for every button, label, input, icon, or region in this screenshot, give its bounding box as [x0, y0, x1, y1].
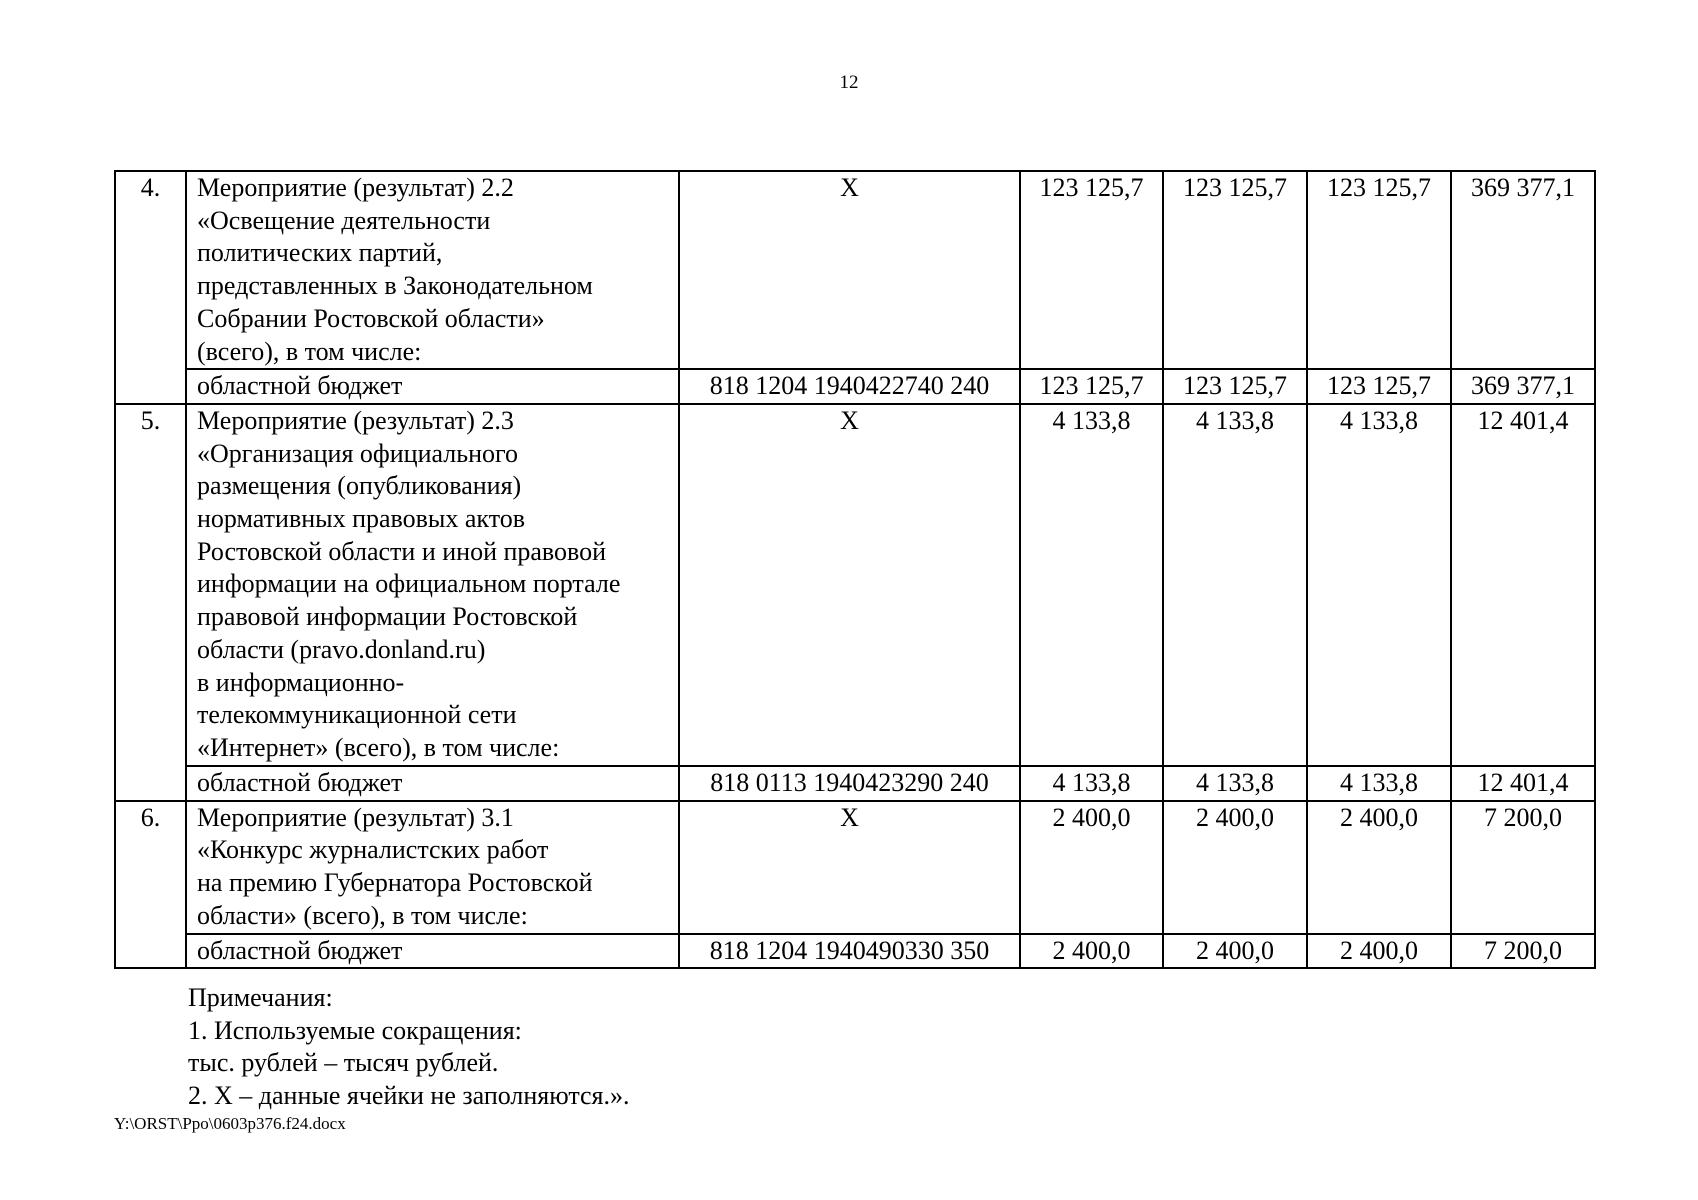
row-number: 5.	[115, 404, 186, 801]
value-cell: 123 125,7	[1307, 369, 1451, 404]
event-name: Мероприятие (результат) 2.2 «Освещение деятельности политических партий, представленных в Законодательном Собрании Ростовской области» (всего), в том числе:	[197, 173, 593, 366]
budget-code: 818 0113 1940423290 240	[679, 766, 1020, 801]
value-cell: 123 125,7	[1163, 369, 1307, 404]
total-cell: 7 200,0	[1451, 801, 1595, 934]
row-number: 6.	[115, 801, 186, 969]
value-cell: 4 133,8	[1163, 766, 1307, 801]
value-cell: 123 125,7	[1020, 369, 1163, 404]
value-cell: 2 400,0	[1020, 934, 1163, 969]
table-row	[115, 801, 1595, 934]
table-row	[115, 404, 1595, 766]
value-cell: 123 125,7	[1020, 171, 1163, 369]
budget-source: областной бюджет	[186, 766, 679, 801]
value-cell: 2 400,0	[1163, 934, 1307, 969]
notes-heading: Примечания:	[188, 983, 333, 1012]
budget-source: областной бюджет	[186, 934, 679, 969]
budget-source: областной бюджет	[186, 369, 679, 404]
value-cell: 4 133,8	[1163, 404, 1307, 766]
value-cell: 123 125,7	[1307, 171, 1451, 369]
value-cell: 4 133,8	[1020, 766, 1163, 801]
note-item-1-detail: тыс. рублей – тысяч рублей.	[188, 1048, 499, 1078]
value-cell: 2 400,0	[1163, 801, 1307, 934]
code-cell: X	[679, 171, 1020, 369]
value-cell: 2 400,0	[1307, 801, 1451, 934]
total-cell: 12 401,4	[1451, 404, 1595, 766]
event-name: Мероприятие (результат) 3.1 «Конкурс журналистских работ на премию Губернатора Ростовской области» (всего), в том числе:	[197, 802, 593, 930]
budget-code: 818 1204 1940422740 240	[679, 369, 1020, 404]
value-cell: 4 133,8	[1020, 404, 1163, 766]
note-item-1: 1. Используемые сокращения:	[188, 1015, 522, 1045]
total-cell: 7 200,0	[1451, 934, 1595, 969]
total-cell: 12 401,4	[1451, 766, 1595, 801]
notes-section	[188, 982, 630, 1113]
value-cell: 2 400,0	[1307, 934, 1451, 969]
table-row	[115, 171, 1595, 369]
budget-code: 818 1204 1940490330 350	[679, 934, 1020, 969]
budget-table	[114, 170, 1596, 969]
event-name-cell	[186, 801, 679, 934]
code-cell: X	[679, 801, 1020, 934]
total-cell: 369 377,1	[1451, 369, 1595, 404]
total-cell: 369 377,1	[1451, 171, 1595, 369]
value-cell: 123 125,7	[1163, 171, 1307, 369]
event-name-cell	[186, 404, 679, 766]
table-subrow	[115, 934, 1595, 969]
value-cell: 4 133,8	[1307, 766, 1451, 801]
page-number: 12	[839, 72, 859, 93]
value-cell: 2 400,0	[1020, 801, 1163, 934]
file-path: Y:\ORST\Ppo\0603p376.f24.docx	[114, 1114, 346, 1133]
row-number: 4.	[115, 171, 186, 404]
event-name-cell	[186, 171, 679, 369]
event-name: Мероприятие (результат) 2.3 «Организация официального размещения (опубликования) нормативных правовых актов Ростовской области и иной правовой информации на официальном портале правовой информации Ростовской области (pravo.donland.ru) в информационно- телекоммуникационной сети «Интернет» (всего), в том числе:	[197, 405, 621, 762]
code-cell: X	[679, 404, 1020, 766]
value-cell: 4 133,8	[1307, 404, 1451, 766]
table-subrow	[115, 369, 1595, 404]
table-subrow	[115, 766, 1595, 801]
note-item-2: 2. X – данные ячейки не заполняются.».	[188, 1081, 630, 1111]
